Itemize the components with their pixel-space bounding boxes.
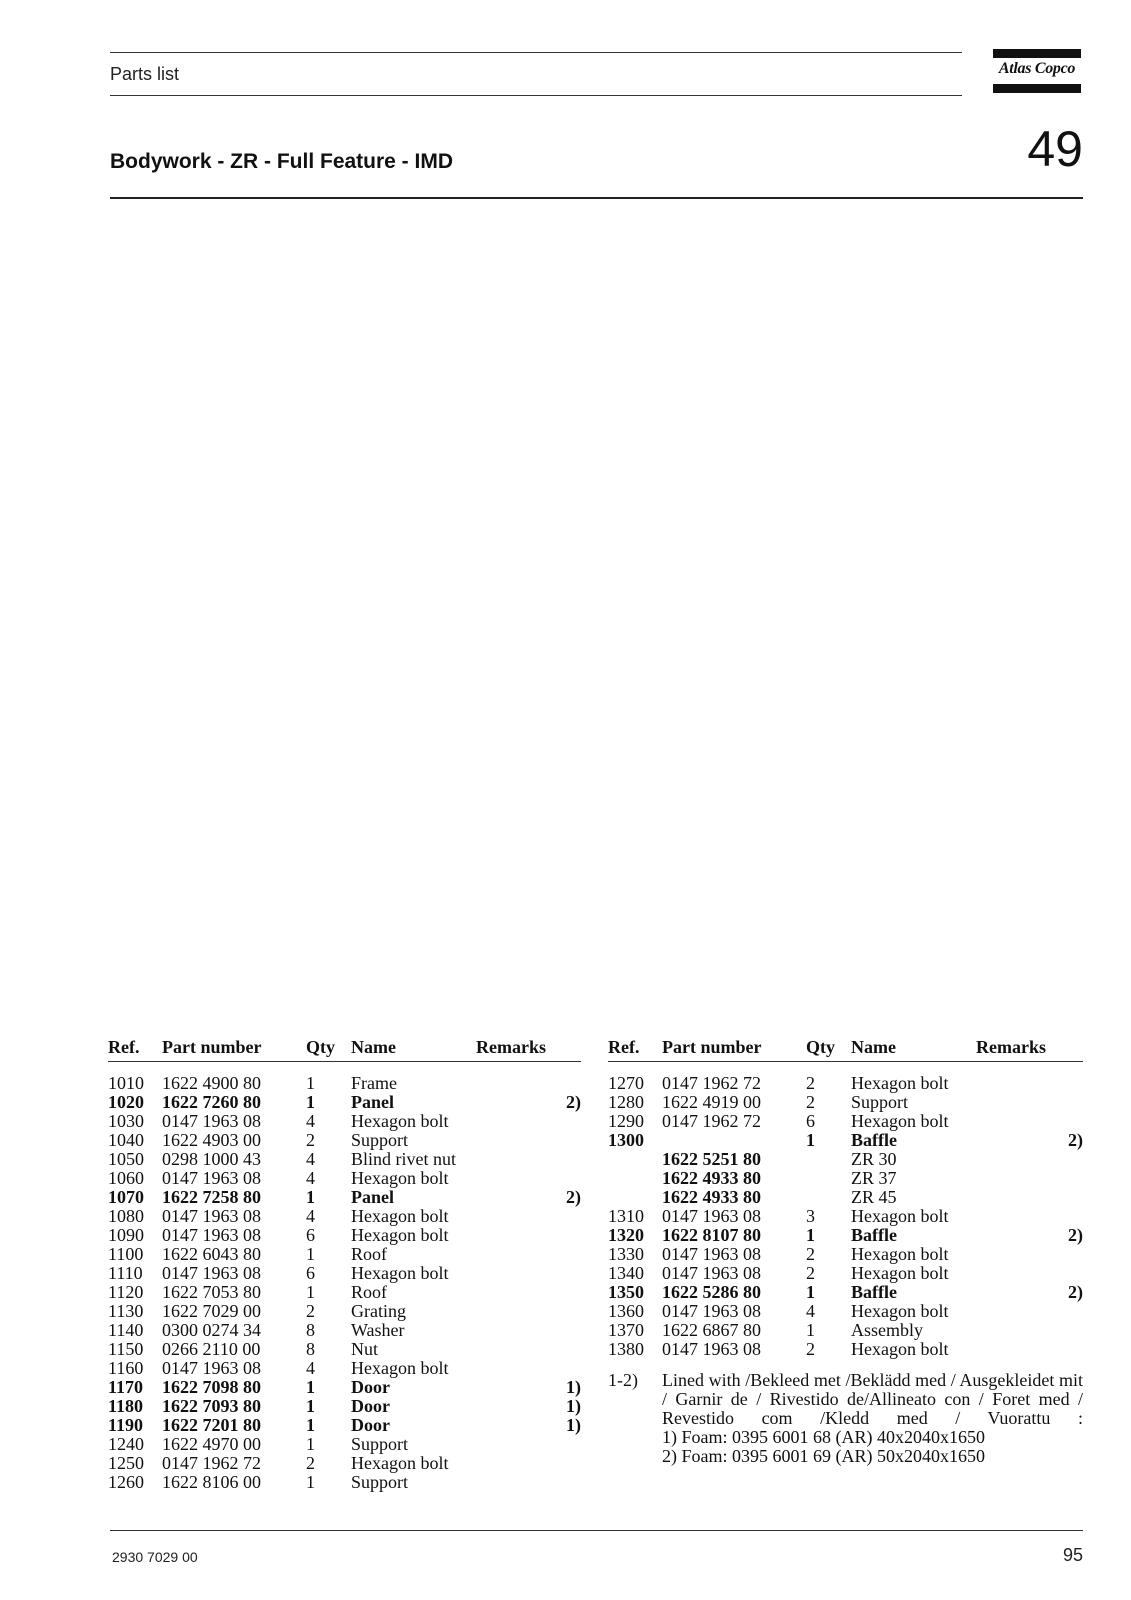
cell-qty: 1 <box>306 1073 315 1093</box>
table-row <box>108 1378 581 1397</box>
cell-qty: 2 <box>806 1339 815 1359</box>
cell-qty: 1 <box>806 1320 815 1340</box>
cell-name: Assembly <box>851 1320 923 1340</box>
cell-ref: 1130 <box>108 1301 144 1321</box>
cell-qty: 1 <box>806 1225 815 1245</box>
footer-doc-code: 2930 7029 00 <box>112 1549 198 1565</box>
remarks-notes <box>608 1371 1083 1466</box>
table-row <box>608 1188 1083 1207</box>
cell-name: Hexagon bolt <box>851 1111 949 1131</box>
table-row <box>108 1397 581 1416</box>
footer-rule <box>110 1530 1083 1531</box>
cell-qty: 2 <box>806 1244 815 1264</box>
section-number: 49 <box>1027 121 1083 177</box>
cell-name: Baffle <box>851 1130 897 1150</box>
cell-part-number: 1622 4900 80 <box>162 1073 261 1093</box>
cell-name: Nut <box>351 1339 378 1359</box>
cell-part-number: 1622 7093 80 <box>162 1396 261 1416</box>
table-row <box>108 1435 581 1454</box>
cell-qty: 1 <box>306 1187 315 1207</box>
cell-part-number: 1622 8106 00 <box>162 1472 261 1492</box>
atlas-copco-logo <box>993 49 1081 93</box>
col-remarks-header: Remarks <box>476 1037 546 1057</box>
cell-qty: 1 <box>306 1377 315 1397</box>
table-header <box>608 1033 1083 1062</box>
cell-part-number: 1622 5286 80 <box>662 1282 761 1302</box>
table-row <box>108 1207 581 1226</box>
table-row <box>108 1473 581 1492</box>
cell-ref: 1350 <box>608 1282 644 1302</box>
notes-body <box>662 1371 1083 1466</box>
cell-name: Frame <box>351 1073 397 1093</box>
table-row <box>608 1283 1083 1302</box>
cell-qty: 4 <box>306 1111 315 1131</box>
cell-part-number: 0147 1963 08 <box>662 1206 761 1226</box>
cell-qty: 4 <box>306 1206 315 1226</box>
col-remarks-header: Remarks <box>976 1037 1046 1057</box>
cell-part-number: 1622 4903 00 <box>162 1130 261 1150</box>
cell-part-number: 1622 7029 00 <box>162 1301 261 1321</box>
cell-ref: 1140 <box>108 1320 144 1340</box>
cell-qty: 1 <box>306 1092 315 1112</box>
col-ref-header: Ref. <box>608 1037 640 1057</box>
table-row <box>108 1245 581 1264</box>
cell-part-number: 1622 6867 80 <box>662 1320 761 1340</box>
table-row <box>108 1226 581 1245</box>
cell-part-number: 0147 1963 08 <box>662 1339 761 1359</box>
cell-ref: 1160 <box>108 1358 144 1378</box>
cell-qty: 2 <box>306 1301 315 1321</box>
table-row <box>608 1264 1083 1283</box>
table-row <box>108 1416 581 1435</box>
cell-part-number: 0147 1963 08 <box>162 1225 261 1245</box>
table-row <box>108 1359 581 1378</box>
cell-name: Panel <box>351 1092 394 1112</box>
cell-part-number: 1622 7260 80 <box>162 1092 261 1112</box>
cell-part-number: 0298 1000 43 <box>162 1149 261 1169</box>
cell-name: ZR 30 <box>851 1149 897 1169</box>
cell-name: ZR 37 <box>851 1168 897 1188</box>
cell-remarks: 2) <box>566 1187 581 1207</box>
table-row <box>108 1093 581 1112</box>
cell-remarks: 1) <box>566 1377 581 1397</box>
cell-part-number: 1622 4919 00 <box>662 1092 761 1112</box>
table-row <box>108 1302 581 1321</box>
cell-name: ZR 45 <box>851 1187 897 1207</box>
cell-part-number: 1622 7258 80 <box>162 1187 261 1207</box>
cell-ref: 1010 <box>108 1073 144 1093</box>
parts-table-right <box>608 1033 1083 1466</box>
notes-ref: 1-2) <box>608 1370 638 1390</box>
table-header <box>108 1033 581 1062</box>
cell-ref: 1090 <box>108 1225 144 1245</box>
table-row <box>608 1169 1083 1188</box>
cell-qty: 4 <box>806 1301 815 1321</box>
cell-ref: 1320 <box>608 1225 644 1245</box>
title-rule <box>110 197 1083 199</box>
cell-name: Hexagon bolt <box>351 1358 449 1378</box>
cell-part-number: 1622 5251 80 <box>662 1149 761 1169</box>
cell-ref: 1080 <box>108 1206 144 1226</box>
cell-qty: 2 <box>806 1092 815 1112</box>
cell-ref: 1270 <box>608 1073 644 1093</box>
cell-part-number: 0147 1963 08 <box>162 1206 261 1226</box>
cell-part-number: 1622 4970 00 <box>162 1434 261 1454</box>
cell-remarks: 1) <box>566 1396 581 1416</box>
col-name-header: Name <box>351 1037 396 1057</box>
notes-foam-1: 1) Foam: 0395 6001 68 (AR) 40x2040x1650 <box>662 1427 985 1447</box>
cell-qty: 2 <box>306 1130 315 1150</box>
cell-ref: 1280 <box>608 1092 644 1112</box>
cell-part-number: 1622 7201 80 <box>162 1415 261 1435</box>
cell-part-number: 1622 7098 80 <box>162 1377 261 1397</box>
cell-name: Blind rivet nut <box>351 1149 456 1169</box>
cell-ref: 1190 <box>108 1415 144 1435</box>
table-row <box>108 1131 581 1150</box>
header-bottom-rule <box>110 95 962 96</box>
cell-name: Door <box>351 1415 390 1435</box>
table-row <box>608 1093 1083 1112</box>
cell-ref: 1340 <box>608 1263 644 1283</box>
cell-part-number: 0147 1963 08 <box>162 1263 261 1283</box>
cell-name: Panel <box>351 1187 394 1207</box>
cell-name: Baffle <box>851 1225 897 1245</box>
cell-qty: 8 <box>306 1320 315 1340</box>
cell-ref: 1070 <box>108 1187 144 1207</box>
table-row <box>108 1283 581 1302</box>
cell-part-number: 1622 4933 80 <box>662 1168 761 1188</box>
table-row <box>608 1302 1083 1321</box>
table-row <box>108 1340 581 1359</box>
cell-part-number: 0147 1963 08 <box>662 1263 761 1283</box>
cell-ref: 1040 <box>108 1130 144 1150</box>
col-part-header: Part number <box>162 1037 262 1057</box>
cell-part-number: 0147 1963 08 <box>162 1358 261 1378</box>
cell-ref: 1250 <box>108 1453 144 1473</box>
cell-qty: 1 <box>306 1396 315 1416</box>
table-body-left <box>108 1062 581 1492</box>
table-row <box>108 1454 581 1473</box>
table-row <box>608 1131 1083 1150</box>
table-row <box>608 1074 1083 1093</box>
cell-name: Hexagon bolt <box>351 1111 449 1131</box>
cell-part-number: 0147 1963 08 <box>662 1244 761 1264</box>
col-ref-header: Ref. <box>108 1037 140 1057</box>
cell-name: Baffle <box>851 1282 897 1302</box>
cell-remarks: 2) <box>1068 1282 1083 1302</box>
cell-part-number: 0147 1962 72 <box>662 1073 761 1093</box>
header-label: Parts list <box>110 64 180 84</box>
cell-qty: 1 <box>306 1472 315 1492</box>
cell-ref: 1330 <box>608 1244 644 1264</box>
cell-ref: 1370 <box>608 1320 644 1340</box>
cell-ref: 1290 <box>608 1111 644 1131</box>
cell-name: Hexagon bolt <box>851 1244 949 1264</box>
table-row <box>608 1226 1083 1245</box>
col-qty-header: Qty <box>806 1037 835 1057</box>
cell-part-number: 0300 0274 34 <box>162 1320 261 1340</box>
table-row <box>608 1245 1083 1264</box>
cell-ref: 1110 <box>108 1263 143 1283</box>
table-row <box>608 1340 1083 1359</box>
cell-part-number: 0266 2110 00 <box>162 1339 261 1359</box>
cell-ref: 1310 <box>608 1206 644 1226</box>
cell-part-number: 0147 1962 72 <box>662 1111 761 1131</box>
cell-name: Support <box>351 1472 409 1492</box>
cell-name: Hexagon bolt <box>351 1263 449 1283</box>
cell-qty: 6 <box>806 1111 815 1131</box>
cell-ref: 1300 <box>608 1130 644 1150</box>
cell-ref: 1120 <box>108 1282 144 1302</box>
cell-name: Hexagon bolt <box>851 1073 949 1093</box>
table-row <box>608 1321 1083 1340</box>
cell-qty: 2 <box>806 1263 815 1283</box>
page-title: Bodywork - ZR - Full Feature - IMD <box>110 150 454 173</box>
cell-ref: 1150 <box>108 1339 144 1359</box>
cell-qty: 3 <box>806 1206 815 1226</box>
footer-page-number: 95 <box>1062 1545 1083 1565</box>
table-row <box>608 1207 1083 1226</box>
cell-qty: 1 <box>306 1415 315 1435</box>
cell-qty: 4 <box>306 1168 315 1188</box>
cell-ref: 1180 <box>108 1396 144 1416</box>
cell-qty: 6 <box>306 1263 315 1283</box>
cell-part-number: 1622 6043 80 <box>162 1244 261 1264</box>
parts-table-left <box>108 1033 581 1492</box>
table-row <box>608 1150 1083 1169</box>
cell-name: Support <box>351 1130 409 1150</box>
notes-foam-2: 2) Foam: 0395 6001 69 (AR) 50x2040x1650 <box>662 1446 985 1466</box>
cell-ref: 1240 <box>108 1434 144 1454</box>
cell-qty: 1 <box>806 1130 815 1150</box>
cell-remarks: 2) <box>566 1092 581 1112</box>
cell-name: Hexagon bolt <box>851 1263 949 1283</box>
table-row <box>108 1074 581 1093</box>
header-top-rule <box>110 52 962 53</box>
logo-bottom-bar <box>993 84 1081 93</box>
cell-name: Roof <box>351 1282 387 1302</box>
cell-remarks: 2) <box>1068 1130 1083 1150</box>
table-row <box>108 1321 581 1340</box>
cell-ref: 1380 <box>608 1339 644 1359</box>
cell-name: Hexagon bolt <box>351 1206 449 1226</box>
cell-qty: 2 <box>806 1073 815 1093</box>
cell-remarks: 1) <box>566 1415 581 1435</box>
cell-part-number: 0147 1962 72 <box>162 1453 261 1473</box>
cell-qty: 2 <box>306 1453 315 1473</box>
col-name-header: Name <box>851 1037 896 1057</box>
table-row <box>108 1188 581 1207</box>
cell-qty: 4 <box>306 1149 315 1169</box>
cell-ref: 1050 <box>108 1149 144 1169</box>
col-part-header: Part number <box>662 1037 762 1057</box>
cell-name: Door <box>351 1396 390 1416</box>
cell-qty: 1 <box>306 1282 315 1302</box>
cell-name: Hexagon bolt <box>851 1206 949 1226</box>
cell-qty: 1 <box>306 1434 315 1454</box>
cell-remarks: 2) <box>1068 1225 1083 1245</box>
logo-wordmark: Atlas Copco <box>998 60 1076 77</box>
cell-name: Support <box>351 1434 409 1454</box>
cell-part-number: 0147 1963 08 <box>162 1111 261 1131</box>
cell-ref: 1170 <box>108 1377 144 1397</box>
cell-ref: 1100 <box>108 1244 144 1264</box>
cell-qty: 6 <box>306 1225 315 1245</box>
cell-name: Hexagon bolt <box>851 1339 949 1359</box>
cell-ref: 1260 <box>108 1472 144 1492</box>
notes-main-text: Lined with /Bekleed met /Beklädd med / Ausgekleidet mit / Garnir de / Rivestido de/Allineato con / Foret med / Revestido com /Kledd med / Vuorattu : <box>662 1370 1083 1428</box>
cell-name: Washer <box>351 1320 405 1340</box>
col-qty-header: Qty <box>306 1037 335 1057</box>
cell-qty: 1 <box>806 1282 815 1302</box>
cell-ref: 1030 <box>108 1111 144 1131</box>
table-row <box>108 1264 581 1283</box>
cell-name: Hexagon bolt <box>351 1168 449 1188</box>
cell-qty: 4 <box>306 1358 315 1378</box>
cell-part-number: 0147 1963 08 <box>162 1168 261 1188</box>
cell-ref: 1020 <box>108 1092 144 1112</box>
logo-top-bar <box>993 49 1081 58</box>
cell-ref: 1060 <box>108 1168 144 1188</box>
table-row <box>108 1150 581 1169</box>
cell-part-number: 1622 7053 80 <box>162 1282 261 1302</box>
table-row <box>108 1112 581 1131</box>
cell-name: Hexagon bolt <box>351 1225 449 1245</box>
table-body-right <box>608 1062 1083 1359</box>
cell-part-number: 1622 8107 80 <box>662 1225 761 1245</box>
cell-qty: 8 <box>306 1339 315 1359</box>
cell-name: Hexagon bolt <box>851 1301 949 1321</box>
table-row <box>608 1112 1083 1131</box>
cell-part-number: 0147 1963 08 <box>662 1301 761 1321</box>
cell-part-number: 1622 4933 80 <box>662 1187 761 1207</box>
cell-name: Door <box>351 1377 390 1397</box>
cell-name: Support <box>851 1092 909 1112</box>
cell-name: Roof <box>351 1244 387 1264</box>
cell-name: Grating <box>351 1301 406 1321</box>
cell-qty: 1 <box>306 1244 315 1264</box>
cell-name: Hexagon bolt <box>351 1453 449 1473</box>
table-row <box>108 1169 581 1188</box>
cell-ref: 1360 <box>608 1301 644 1321</box>
